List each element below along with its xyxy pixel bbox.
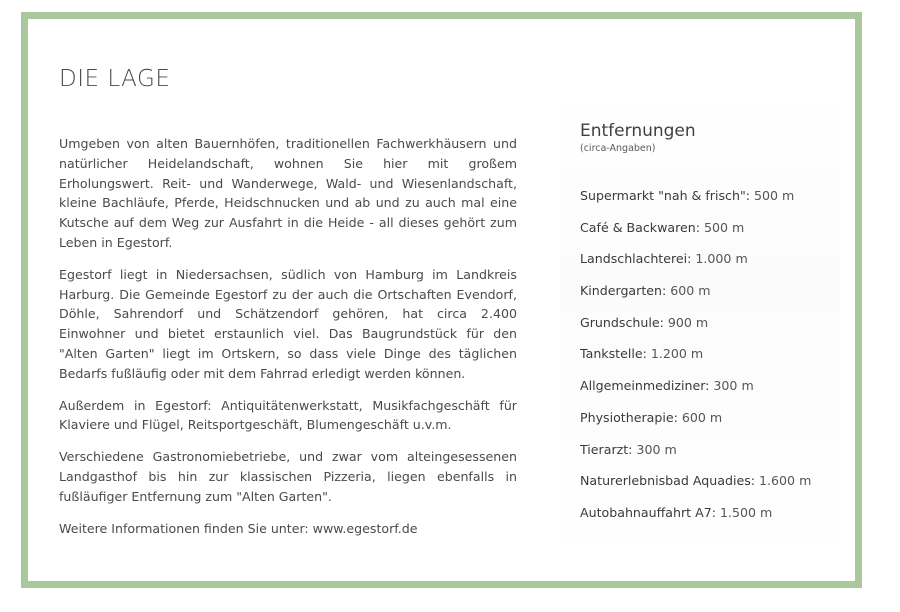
distance-name: Supermarkt "nah & frisch": — [580, 188, 750, 203]
location-description — [59, 134, 517, 550]
distance-name: Autobahnauffahrt A7: — [580, 504, 716, 520]
distance-name: Café & Backwaren: — [580, 219, 700, 235]
paragraph-village: Egestorf liegt in Niedersachsen, südlich von Hamburg im Landkreis Harburg. Die Gemeinde Egestorf zu der auch die Ortschaften Evendorf, Döhle, Sahrendorf und Schätzendorf gehören, hat circa 2.400 Einwohner und bietet erstaunlich viel. Das Baugrundstück für den "Alten Garten" liegt im Ortskern, so dass viele Dinge des täglichen Bedarfs fußläufig oder mit dem Fahrrad erledigt werden können. — [59, 266, 517, 381]
distance-value: 1.500 m — [715, 504, 773, 520]
distance-value: 600 m — [666, 283, 711, 299]
paragraph-more-info: Weitere Informationen finden Sie unter: www.egestorf.de — [59, 520, 418, 536]
distances-list — [580, 186, 840, 535]
distance-name: Kindergarten: — [580, 283, 667, 299]
distance-value: 500 m — [700, 219, 745, 235]
distances-subheading: (circa-Angaben) — [580, 143, 656, 154]
distance-item — [580, 408, 840, 440]
distance-name: Tierarzt: — [580, 441, 633, 457]
distance-value: 1.200 m — [646, 346, 704, 362]
distance-item — [580, 249, 840, 281]
paragraph-surroundings: Umgeben von alten Bauernhöfen, traditionellen Fachwerkhäusern und natürlicher Heidelandschaft, wohnen Sie hier mit großem Erholungswert. Reit- und Wanderwege, Wald- und Wiesenlandschaft, kleine Bachläufe, Pferde, Heidschnucken und ab und zu auch mal eine Kutsche auf dem Weg zur Ausfahrt in die Heide - all dieses gehört zum Leben in Egestorf. — [59, 136, 517, 250]
distance-item — [580, 281, 840, 313]
distance-item — [580, 471, 840, 503]
distance-name: Grundschule: — [580, 314, 664, 330]
distance-item — [580, 186, 840, 218]
distance-item — [580, 218, 840, 250]
distance-name: Tankstelle: — [580, 346, 647, 362]
distance-item — [580, 440, 840, 472]
distance-value: 300 m — [709, 378, 754, 394]
distance-value: 500 m — [750, 188, 795, 203]
distance-value: 1.000 m — [691, 251, 748, 267]
distance-item — [580, 313, 840, 345]
paragraph-shops: Außerdem in Egestorf: Antiquitätenwerkstatt, Musikfachgeschäft für Klaviere und Flügel, Reitsportgeschäft, Blumengeschäft u.v.m. — [59, 397, 517, 433]
distance-name: Physiotherapie: — [580, 409, 678, 425]
distances-heading: Entfernungen — [580, 121, 696, 141]
distance-name: Landschlachterei: — [580, 251, 692, 267]
distance-item — [580, 344, 840, 376]
page-title: DIE LAGE — [59, 66, 171, 92]
distances-panel — [580, 121, 812, 520]
distance-value: 1.600 m — [755, 473, 812, 489]
distance-value: 300 m — [632, 441, 677, 457]
distance-value: 600 m — [677, 409, 723, 425]
distance-name: Naturerlebnisbad Aquadies: — [580, 473, 756, 489]
distance-item — [580, 376, 840, 408]
distance-value: 900 m — [663, 314, 709, 330]
distance-name: Allgemeinmediziner: — [580, 378, 710, 394]
paragraph-gastronomy: Verschiedene Gastronomiebetriebe, und zwar vom alteingesessenen Landgasthof bis hin zur klassischen Pizzeria, liegen ebenfalls in fußläufiger Entfernung zum "Alten Garten". — [59, 449, 517, 504]
distance-item — [580, 503, 840, 535]
